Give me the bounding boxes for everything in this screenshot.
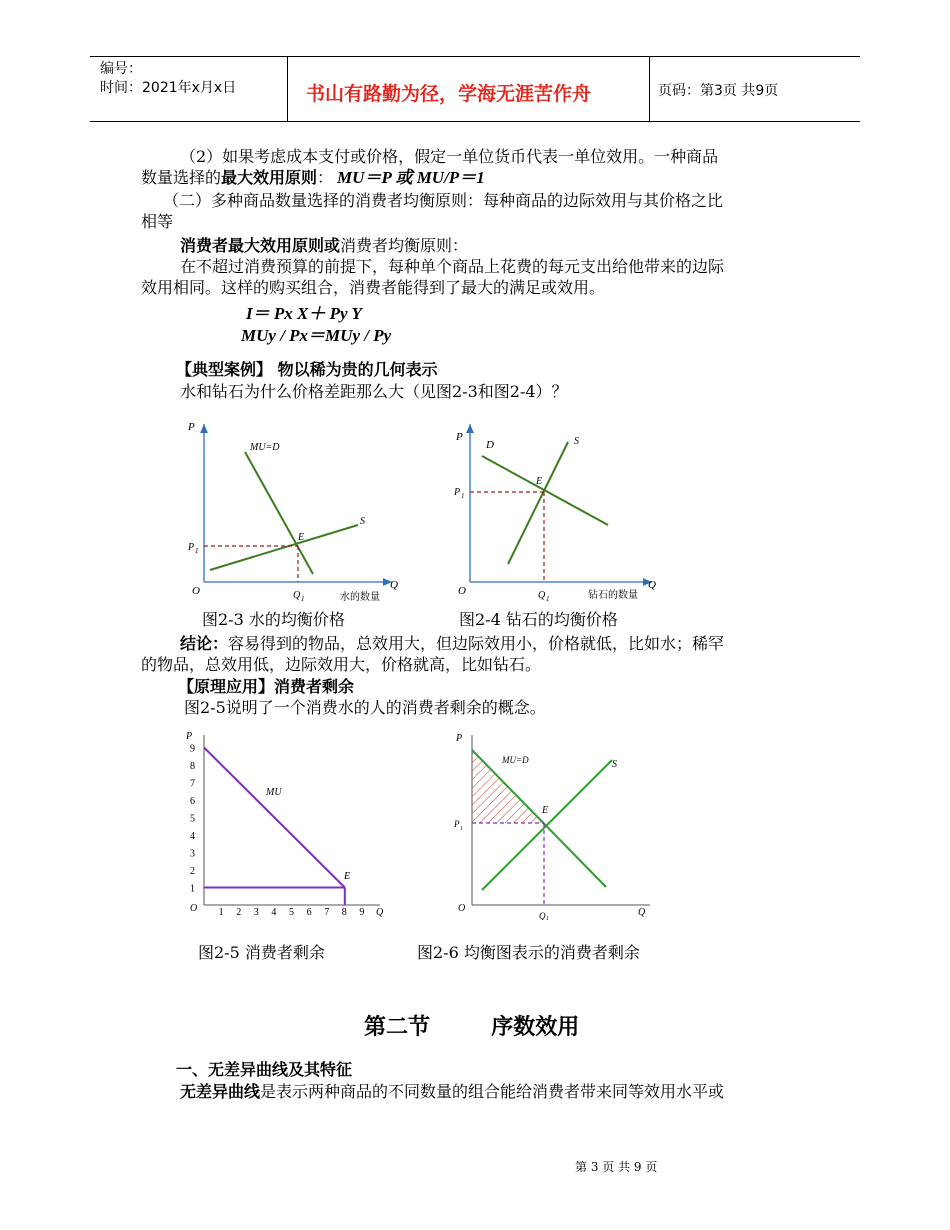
- header-serial: 编号：: [100, 61, 142, 77]
- fig23-label-e: E: [298, 532, 305, 543]
- para-3-rest: 消费者均衡原则：: [340, 236, 469, 255]
- fig23-label-o: O: [192, 585, 200, 597]
- caption-fig-2-5: 图2-5 消费者剩余: [198, 943, 325, 962]
- para-1-line-2: [141, 167, 485, 189]
- fig24-label-p1-sub: 1: [461, 492, 465, 500]
- para-1-formula: MU＝P 或 MU/P＝1: [337, 168, 485, 187]
- case-question: 水和钻石为什么价格差距那么大（见图2-3和图2-4）？: [180, 382, 568, 401]
- fig24-label-q1-sub: 1: [546, 595, 550, 603]
- fig26-label-p: P: [456, 733, 463, 744]
- fig26-label-mud: MU=D: [502, 755, 529, 765]
- fig25-ytick-label: 1: [190, 883, 195, 895]
- fig26-label-e: E: [542, 805, 549, 816]
- fig25-ticks: [190, 744, 364, 919]
- conclusion-line-2: 的物品，总效用低，边际效用大，价格就高，比如钻石。: [141, 655, 542, 674]
- para-1-bold-term: 最大效用原则: [221, 168, 318, 187]
- caption-fig-2-3: 图2-3 水的均衡价格: [202, 610, 345, 629]
- fig25-ytick-label: 2: [190, 866, 195, 877]
- header-motto: 书山有路勤为径，学海无涯苦作舟: [306, 83, 592, 105]
- fig24-label-s: S: [574, 436, 579, 447]
- conclusion-line-1: [180, 633, 724, 655]
- conclusion-label: 结论：: [180, 634, 229, 653]
- section-heading: 第二节 序数效用: [364, 1014, 580, 1040]
- fig23-label-s: S: [360, 516, 365, 527]
- para-1-colon: ：: [317, 168, 334, 187]
- fig25-xtick-label: 7: [324, 907, 330, 918]
- fig25-xtick-label: 4: [271, 907, 277, 918]
- fig26-label-s: S: [612, 759, 617, 770]
- fig25-ytick-label: 9: [190, 743, 195, 755]
- figure-2-5: [180, 725, 390, 920]
- para-2-line-1: （二）多种商品数量选择的消费者均衡原则：每种商品的边际效用与其价格之比: [163, 191, 724, 210]
- fig24-xlabel: 钻石的数量: [588, 590, 638, 601]
- fig25-label-mu: MU: [266, 787, 282, 798]
- fig25-xtick-label: 6: [306, 907, 312, 918]
- case-title: 【典型案例】 物以稀为贵的几何表示: [176, 360, 438, 379]
- fig25-xtick-label: 5: [289, 907, 294, 918]
- header-page-number: 页码：第3页 共9页: [658, 83, 779, 99]
- fig23-label-mud: MU=D: [250, 442, 280, 453]
- fig24-label-o: O: [458, 585, 466, 597]
- indifference-curve-text: 是表示两种商品的不同数量的组合能给消费者带来同等效用水平或: [260, 1082, 725, 1101]
- para-3: [180, 235, 468, 257]
- fig25-xtick-label: 9: [359, 907, 365, 918]
- fig25-xtick-label: 2: [236, 907, 242, 918]
- conclusion-text: 容易得到的物品，总效用大，但边际效用小，价格就低，比如水；稀罕: [228, 634, 725, 653]
- application-text: 图2-5说明了一个消费水的人的消费者剩余的概念。: [184, 698, 546, 717]
- page-footer: 第 3 页 共 9 页: [575, 1160, 658, 1174]
- formula-equilibrium: MUy / Px＝MUy / Py: [241, 326, 392, 345]
- fig24-label-p1: P: [454, 487, 461, 498]
- figure-2-4: [440, 410, 670, 610]
- fig24-label-q1: Q: [538, 590, 546, 601]
- fig26-label-o: O: [458, 903, 466, 914]
- fig24-label-p: P: [456, 431, 463, 443]
- figure-2-3: [180, 410, 410, 610]
- fig25-xtick-label: 1: [218, 907, 224, 918]
- fig25-xtick-label: 3: [253, 907, 259, 918]
- fig26-label-q: Q: [638, 907, 646, 918]
- para-4-line-1: 在不超过消费预算的前提下，每种单个商品上花费的每元支出给他带来的边际: [180, 257, 725, 276]
- fig23-supply-curve: [210, 525, 358, 570]
- fig23-label-p1-sub: 1: [195, 547, 199, 555]
- header-bottom-rule: [90, 121, 860, 122]
- fig24-label-e: E: [536, 476, 543, 487]
- fig25-ytick-label: 8: [190, 761, 195, 772]
- fig24-supply-curve: [508, 442, 568, 564]
- fig25-xtick-label: 8: [341, 907, 347, 918]
- fig26-label-p1-sub: 1: [460, 826, 463, 832]
- fig25-label-e: E: [344, 871, 351, 882]
- fig25-ytick-label: 7: [190, 778, 195, 790]
- fig23-label-q: Q: [390, 579, 398, 591]
- caption-fig-2-4: 图2-4 钻石的均衡价格: [459, 610, 618, 629]
- application-title: 【原理应用】消费者剩余: [178, 677, 355, 696]
- formula-budget: I＝ Px X＋ Py Y: [246, 304, 362, 323]
- para-1-line-1: （2）如果考虑成本支付或价格，假定一单位货币代表一单位效用。一种商品: [180, 147, 719, 166]
- fig24-label-q: Q: [648, 579, 656, 591]
- fig25-mu-line: [204, 748, 345, 888]
- header-top-rule: [90, 56, 860, 57]
- para-4-line-2: 效用相同。这样的购买组合，消费者能得到了最大的满足或效用。: [141, 278, 606, 297]
- fig25-ytick-label: 5: [190, 813, 195, 825]
- fig23-label-p1: P: [188, 542, 195, 553]
- fig23-label-p: P: [188, 421, 195, 433]
- fig26-label-p1: P: [454, 819, 460, 829]
- indifference-curve-term: 无差异曲线: [180, 1082, 261, 1101]
- caption-fig-2-6: 图2-6 均衡图表示的消费者剩余: [417, 943, 640, 962]
- fig23-label-q1: Q: [293, 590, 301, 601]
- fig25-ytick-label: 3: [190, 848, 195, 860]
- header-divider-left: [287, 56, 288, 122]
- fig25-ytick-label: 6: [190, 796, 195, 807]
- fig26-label-q1: Q: [539, 911, 546, 920]
- header-divider-right: [649, 56, 650, 122]
- para-3-bold: 消费者最大效用原则或: [180, 236, 341, 255]
- para-1-text: 数量选择的: [141, 168, 222, 187]
- fig25-label-q: Q: [376, 907, 384, 918]
- para-2-line-2: 相等: [141, 212, 174, 231]
- figure-2-6: [450, 725, 660, 920]
- indifference-curve-definition: [180, 1081, 724, 1103]
- fig23-xlabel: 水的数量: [340, 592, 380, 603]
- fig25-ytick-label: 4: [190, 831, 195, 842]
- subsection-heading: 一、无差异曲线及其特征: [176, 1060, 353, 1079]
- header-date: 时间：2021年x月x日: [100, 80, 237, 96]
- fig25-label-p: P: [186, 731, 193, 742]
- fig23-label-q1-sub: 1: [301, 595, 305, 603]
- fig26-label-q1-sub: 1: [546, 916, 549, 920]
- fig24-label-d: D: [486, 439, 494, 451]
- fig25-label-o: O: [190, 903, 198, 914]
